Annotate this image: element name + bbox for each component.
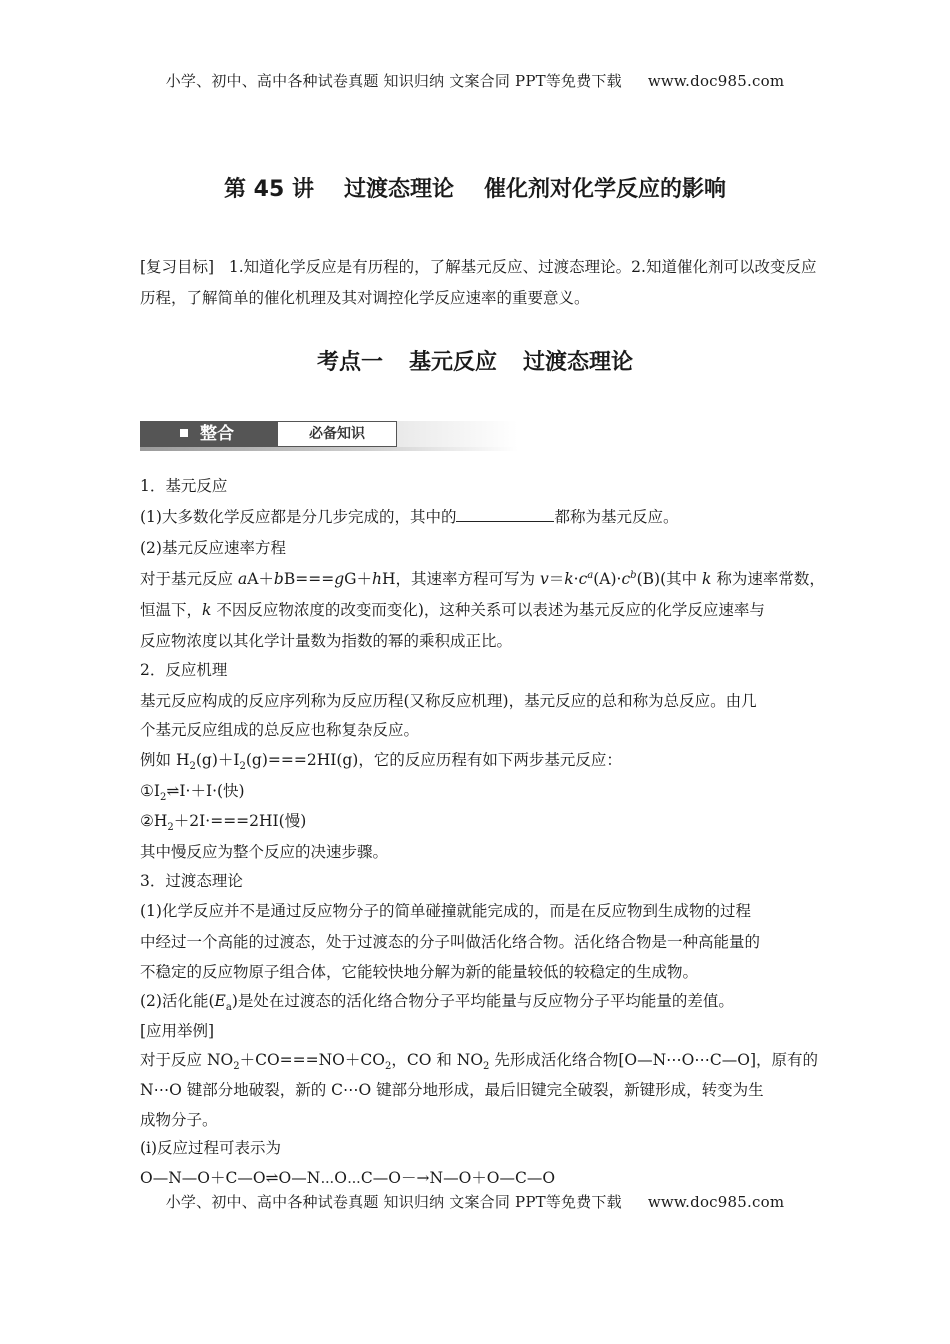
title-lecture: 第 45 讲	[224, 177, 314, 202]
s3-p4: (2)活化能$(E_a)$是处在过渡态的活化络合物分子平均能量与反应物分子平均能量的差值。	[140, 992, 734, 1014]
s3-p5-b: ，CO 和	[391, 1051, 457, 1069]
symbol-k: k	[202, 601, 212, 619]
s2-p1: 基元反应构成的反应序列称为反应历程(又称反应机理)，基元反应的总和称为总反应。由几	[140, 692, 757, 710]
s3-p2: 中经过一个高能的过渡态，处于过渡态的分子叫做活化络合物。活化络合物是一种高能量的	[140, 933, 761, 951]
s3-p9	[140, 1166, 830, 1188]
s1-p3-c: (其中	[660, 570, 703, 588]
no2-co-reaction: $NO_2+CO===NO+CO_2$	[206, 1051, 392, 1073]
fill-blank[interactable]	[456, 507, 554, 522]
s2-heading: 2．反应机理	[140, 661, 228, 679]
s2-p3	[140, 748, 830, 772]
s1-p4-a: 恒温下，	[140, 601, 203, 619]
s1-p1-after: 都称为基元反应。	[554, 508, 679, 526]
equilibrium-arrow-icon: ⇌	[265, 1169, 279, 1187]
banner-right: 必备知识	[277, 421, 397, 447]
s3-p7: 成物分子。	[140, 1111, 218, 1129]
s3-p5-c: 先形成活化络合物[O—N⋯O⋯C—O]，原有的	[489, 1051, 818, 1069]
header-url[interactable]: www.doc985.com	[647, 72, 785, 90]
s1-p4-b: 不因反应物浓度的改变而变化)，这种关系可以表述为基元反应的化学反应速率与	[211, 601, 765, 619]
step2-note: (慢)	[278, 812, 307, 830]
overall-reaction: $H_2(g)+I_2(g)===2HI(g)$	[175, 751, 359, 773]
s1-p1-before: (1)大多数化学反应都是分几步完成的，其中的	[140, 508, 457, 526]
s1-p4	[140, 598, 830, 620]
review-label: [复习目标]	[140, 258, 215, 276]
symbol-ea: E	[214, 992, 226, 1010]
section-number: 考点一	[316, 350, 383, 375]
s3-p5	[140, 1048, 830, 1072]
section-topic-1: 基元反应	[408, 350, 497, 375]
s3-p9-products: N—O＋O—C—O	[429, 1169, 556, 1187]
s1-p3-a: 对于基元反应	[140, 570, 238, 588]
s3-p4-b: )是处在过渡态的活化络合物分子平均能量与反应物分子平均能量的差值。	[231, 992, 734, 1010]
s3-p8: (ⅰ)反应过程可表示为	[140, 1139, 282, 1157]
square-bullet-icon	[180, 429, 188, 437]
page-footer	[0, 1191, 950, 1212]
s2-p3-b: ，它的反应历程有如下两步基元反应：	[358, 751, 622, 769]
s1-heading: 1．基元反应	[140, 477, 228, 495]
s2-step2	[140, 809, 830, 833]
elementary-reaction-equation: aA＋bB===gG＋hH	[237, 570, 396, 588]
knowledge-banner	[140, 421, 518, 451]
s2-p4: 其中慢反应为整个反应的决速步骤。	[140, 843, 389, 861]
title-topic-2: 催化剂对化学反应的影响	[483, 177, 726, 202]
step1-note: (快)	[217, 782, 245, 800]
s1-p2: (2)基元反应速率方程	[140, 539, 286, 557]
footer-text: 小学、初中、高中各种试卷真题 知识归纳 文案合同 PPT等免费下载	[165, 1193, 622, 1211]
s3-p5-a: 对于反应	[140, 1051, 207, 1069]
s2-step1	[140, 779, 830, 803]
s1-p3-d: 称为速率常数，	[711, 570, 825, 588]
page-title	[0, 172, 950, 203]
s3-apply: [应用举例]	[140, 1022, 215, 1040]
s3-p4-a: (2)活化能(	[140, 992, 215, 1010]
rate-equation: $v=k\cdot c^a(A)\cdot c^b(B)$	[539, 569, 661, 588]
s1-p1	[140, 505, 830, 527]
s3-p3: 不稳定的反应物原子组合体，它能较快地分解为新的能量较低的较稳定的生成物。	[140, 963, 699, 981]
banner-underline	[140, 447, 518, 451]
arrow-icon: －→	[401, 1169, 430, 1187]
s3-heading: 3．过渡态理论	[140, 872, 243, 890]
banner-left-label: 整合	[200, 424, 234, 444]
s1-p3-b: ，其速率方程可写为	[395, 570, 540, 588]
no2-formula: $NO_2$	[456, 1051, 490, 1073]
step2-equation: $②H_2+2I\cdot===2HI$	[140, 812, 279, 834]
title-topic-1: 过渡态理论	[343, 177, 454, 202]
s1-p3	[140, 567, 830, 589]
s1-p5: 反应物浓度以其化学计量数为指数的幂的乘积成正比。	[140, 632, 513, 650]
section-topic-2: 过渡态理论	[523, 350, 634, 375]
s3-p6: N⋯O 键部分地破裂，新的 C⋯O 键部分地形成，最后旧键完全破裂，新键形成，转变为生	[140, 1081, 764, 1099]
s3-p9-complex: O—N⋯O⋯C—O	[278, 1169, 401, 1187]
footer-url[interactable]: www.doc985.com	[647, 1193, 785, 1211]
header-text: 小学、初中、高中各种试卷真题 知识归纳 文案合同 PPT等免费下载	[165, 72, 622, 90]
s3-p1: (1)化学反应并不是通过反应物分子的简单碰撞就能完成的，而是在反应物到生成物的过程	[140, 902, 751, 920]
banner-left	[140, 421, 277, 447]
review-goals	[140, 252, 820, 314]
symbol-k: k	[702, 570, 712, 588]
review-text: 1.知道化学反应是有历程的，了解基元反应、过渡态理论。2.知道催化剂可以改变反应历程，了解简单的催化机理及其对调控化学反应速率的重要意义。	[140, 258, 817, 307]
step1-equation: $①I_2\rightleftharpoons I\cdot+I\cdot$	[140, 782, 217, 804]
section-title	[0, 345, 950, 376]
page-header	[0, 70, 950, 91]
s3-p9-reactants: O—N—O＋C—O	[140, 1169, 266, 1187]
s2-p2: 个基元反应组成的总反应也称复杂反应。	[140, 721, 420, 739]
s2-p3-a: 例如	[140, 751, 176, 769]
